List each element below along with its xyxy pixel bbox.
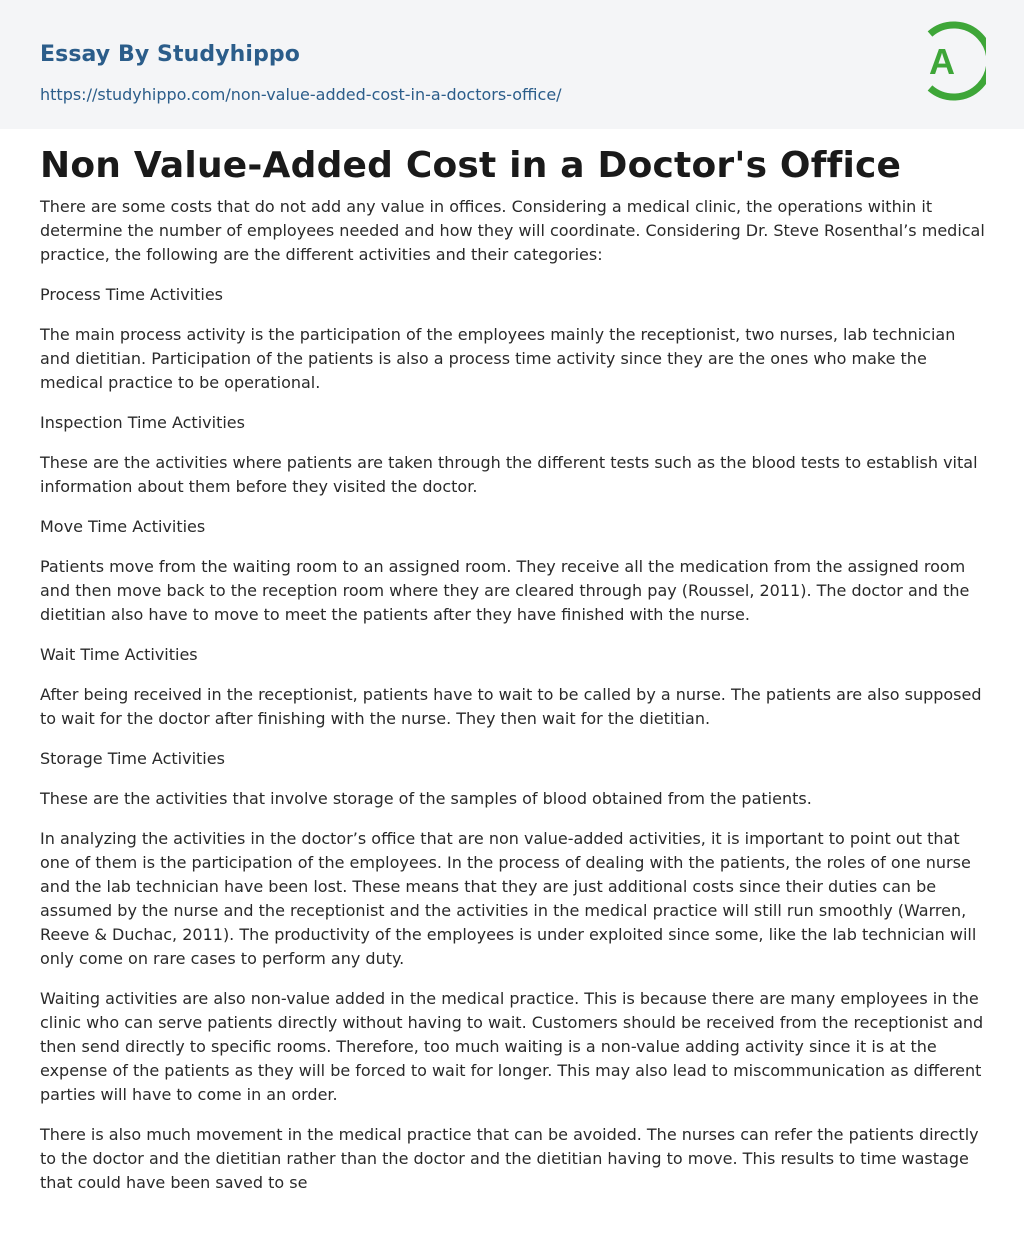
article-paragraph: In analyzing the activities in the doctor’s office that are non value-added activities, it is important to point out that one of them is the participation of the employees. In the process of dealing with the patients, the roles of one nurse and the lab technician have been lost. These means that they are just additional costs since their duties can be assumed by the nurse and the receptionist and the activities in the medical practice will still run smoothly (Warren, Reeve & Duchac, 2011). The productivity of the employees is under exploited since some, like the lab technician will only come on rare cases to perform any duty. [40, 829, 977, 968]
article-paragraph: Patients move from the waiting room to an assigned room. They receive all the medication from the assigned room and then move back to the reception room where they are cleared through pay (Roussel, 2011). The doctor and the dietitian also have to move to meet the patients after they have finished with the nurse. [40, 557, 970, 624]
article-paragraph: There is also much movement in the medical practice that can be avoided. The nurses can refer the patients directly to the doctor and the dietitian rather than the doctor and the dietitian having to move. This results to time wastage that could have been saved to se [40, 1125, 979, 1192]
article-paragraph: After being received in the receptionist, patients have to wait to be called by a nurse. The patients are also supposed to wait for the doctor after finishing with the nurse. They then wait for the dietitian. [40, 685, 982, 728]
article-paragraph: Storage Time Activities [40, 749, 225, 768]
article-paragraph: Waiting activities are also non-value added in the medical practice. This is because there are many employees in the clinic who can serve patients directly without having to wait. Customers should be received from the receptionist and then send directly to specific rooms. Therefore, too much waiting is a non-value adding activity since it is at the expense of the patients as they will be forced to wait for longer. This may also lead to miscommunication as different parties will have to come in an order. [40, 989, 984, 1104]
article-paragraph: The main process activity is the participation of the employees mainly the receptionist, two nurses, lab technician and dietitian. Participation of the patients is also a process time activity since they are the ones who make the medical practice to be operational. [40, 325, 956, 392]
article-paragraph: Process Time Activities [40, 285, 224, 304]
article-title: Non Value-Added Cost in a Doctor's Office [40, 145, 902, 186]
article-paragraph: These are the activities that involve storage of the samples of blood obtained from the patients. [40, 789, 812, 808]
article-paragraph: There are some costs that do not add any value in offices. Considering a medical clinic, the operations within it determine the number of employees needed and how they will coordinate. Considering Dr. Steve Rosenthal’s medical practice, the following are the different activities and their categories: [40, 197, 985, 264]
article-paragraph: Move Time Activities [40, 517, 206, 536]
brand-title[interactable]: Essay By Studyhippo [40, 42, 300, 67]
studyhippo-logo-icon[interactable] [916, 18, 986, 106]
logo-letter: A [929, 41, 955, 82]
article-body [40, 195, 988, 1211]
article-paragraph: These are the activities where patients are taken through the different tests such as the blood tests to establish vital information about them before they visited the doctor. [40, 453, 978, 496]
article-paragraph: Inspection Time Activities [40, 413, 245, 432]
article-paragraph: Wait Time Activities [40, 645, 198, 664]
essay-url-link[interactable]: https://studyhippo.com/non-value-added-cost-in-a-doctors-office/ [40, 85, 562, 104]
